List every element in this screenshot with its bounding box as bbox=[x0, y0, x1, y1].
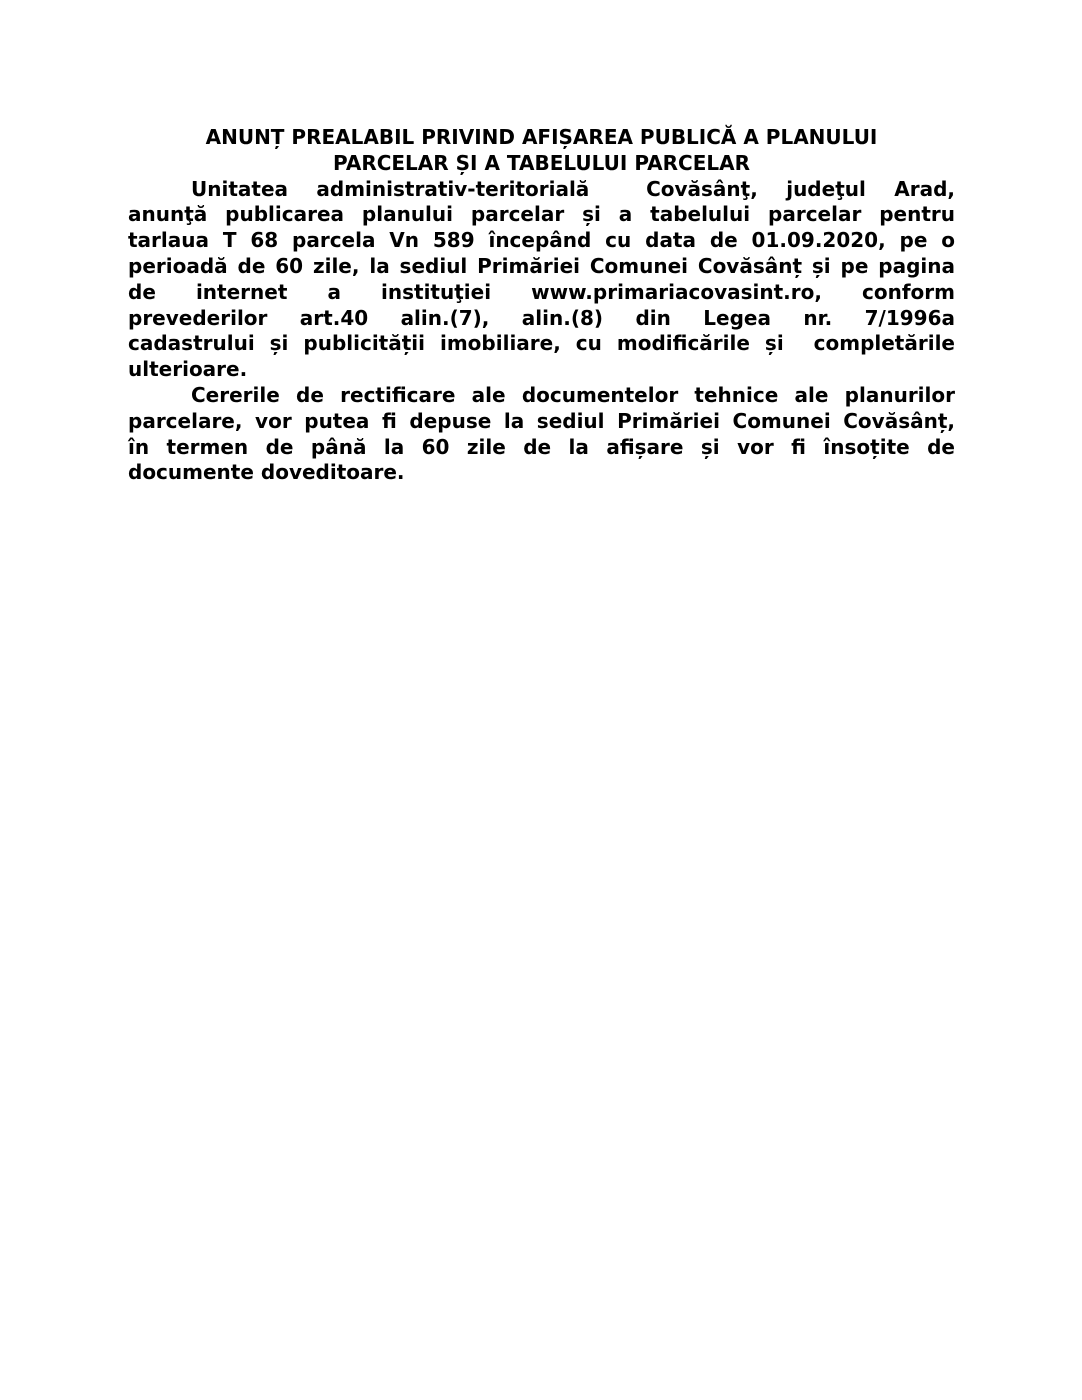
paragraph2-line-3: în termen de până la 60 zile de la afișare și vor fi însoțite de bbox=[128, 434, 955, 459]
paragraph2-line-1: Cererile de rectificare ale documentelor tehnice ale planurilor bbox=[191, 382, 955, 407]
announcement-text-block bbox=[128, 125, 955, 486]
paragraph1-line-4: perioadă de 60 zile, la sediul Primăriei Comunei Covăsânț și pe pagina bbox=[128, 253, 955, 278]
paragraph1-line-6: prevederilor art.40 alin.(7), alin.(8) din Legea nr. 7/1996a bbox=[128, 305, 955, 330]
paragraph1-line-3: tarlaua T 68 parcela Vn 589 începând cu data de 01.09.2020, pe o bbox=[128, 228, 955, 253]
paragraph1-line-5: de internet a instituţiei www.primariacovasint.ro, conform bbox=[128, 279, 955, 304]
paragraph2-line-2: parcelare, vor putea fi depuse la sediul Primăriei Comunei Covăsânț, bbox=[128, 408, 955, 433]
title-line-1: ANUNȚ PREALABIL PRIVIND AFIȘAREA PUBLICĂ A PLANULUI bbox=[205, 125, 878, 149]
paragraph1-line-2: anunţă publicarea planului parcelar și a tabelului parcelar pentru bbox=[128, 202, 955, 227]
title-line-2: PARCELAR ȘI A TABELULUI PARCELAR bbox=[333, 150, 750, 175]
paragraph2-line-4: documente doveditoare. bbox=[128, 460, 405, 485]
paragraph1-line-8: ulterioare. bbox=[128, 357, 248, 382]
paragraph1-line-1: Unitatea administrativ-teritorială Covăsânţ, judeţul Arad, bbox=[191, 176, 955, 201]
paragraph1-line-7: cadastrului și publicității imobiliare, cu modificările și completările bbox=[128, 331, 955, 356]
